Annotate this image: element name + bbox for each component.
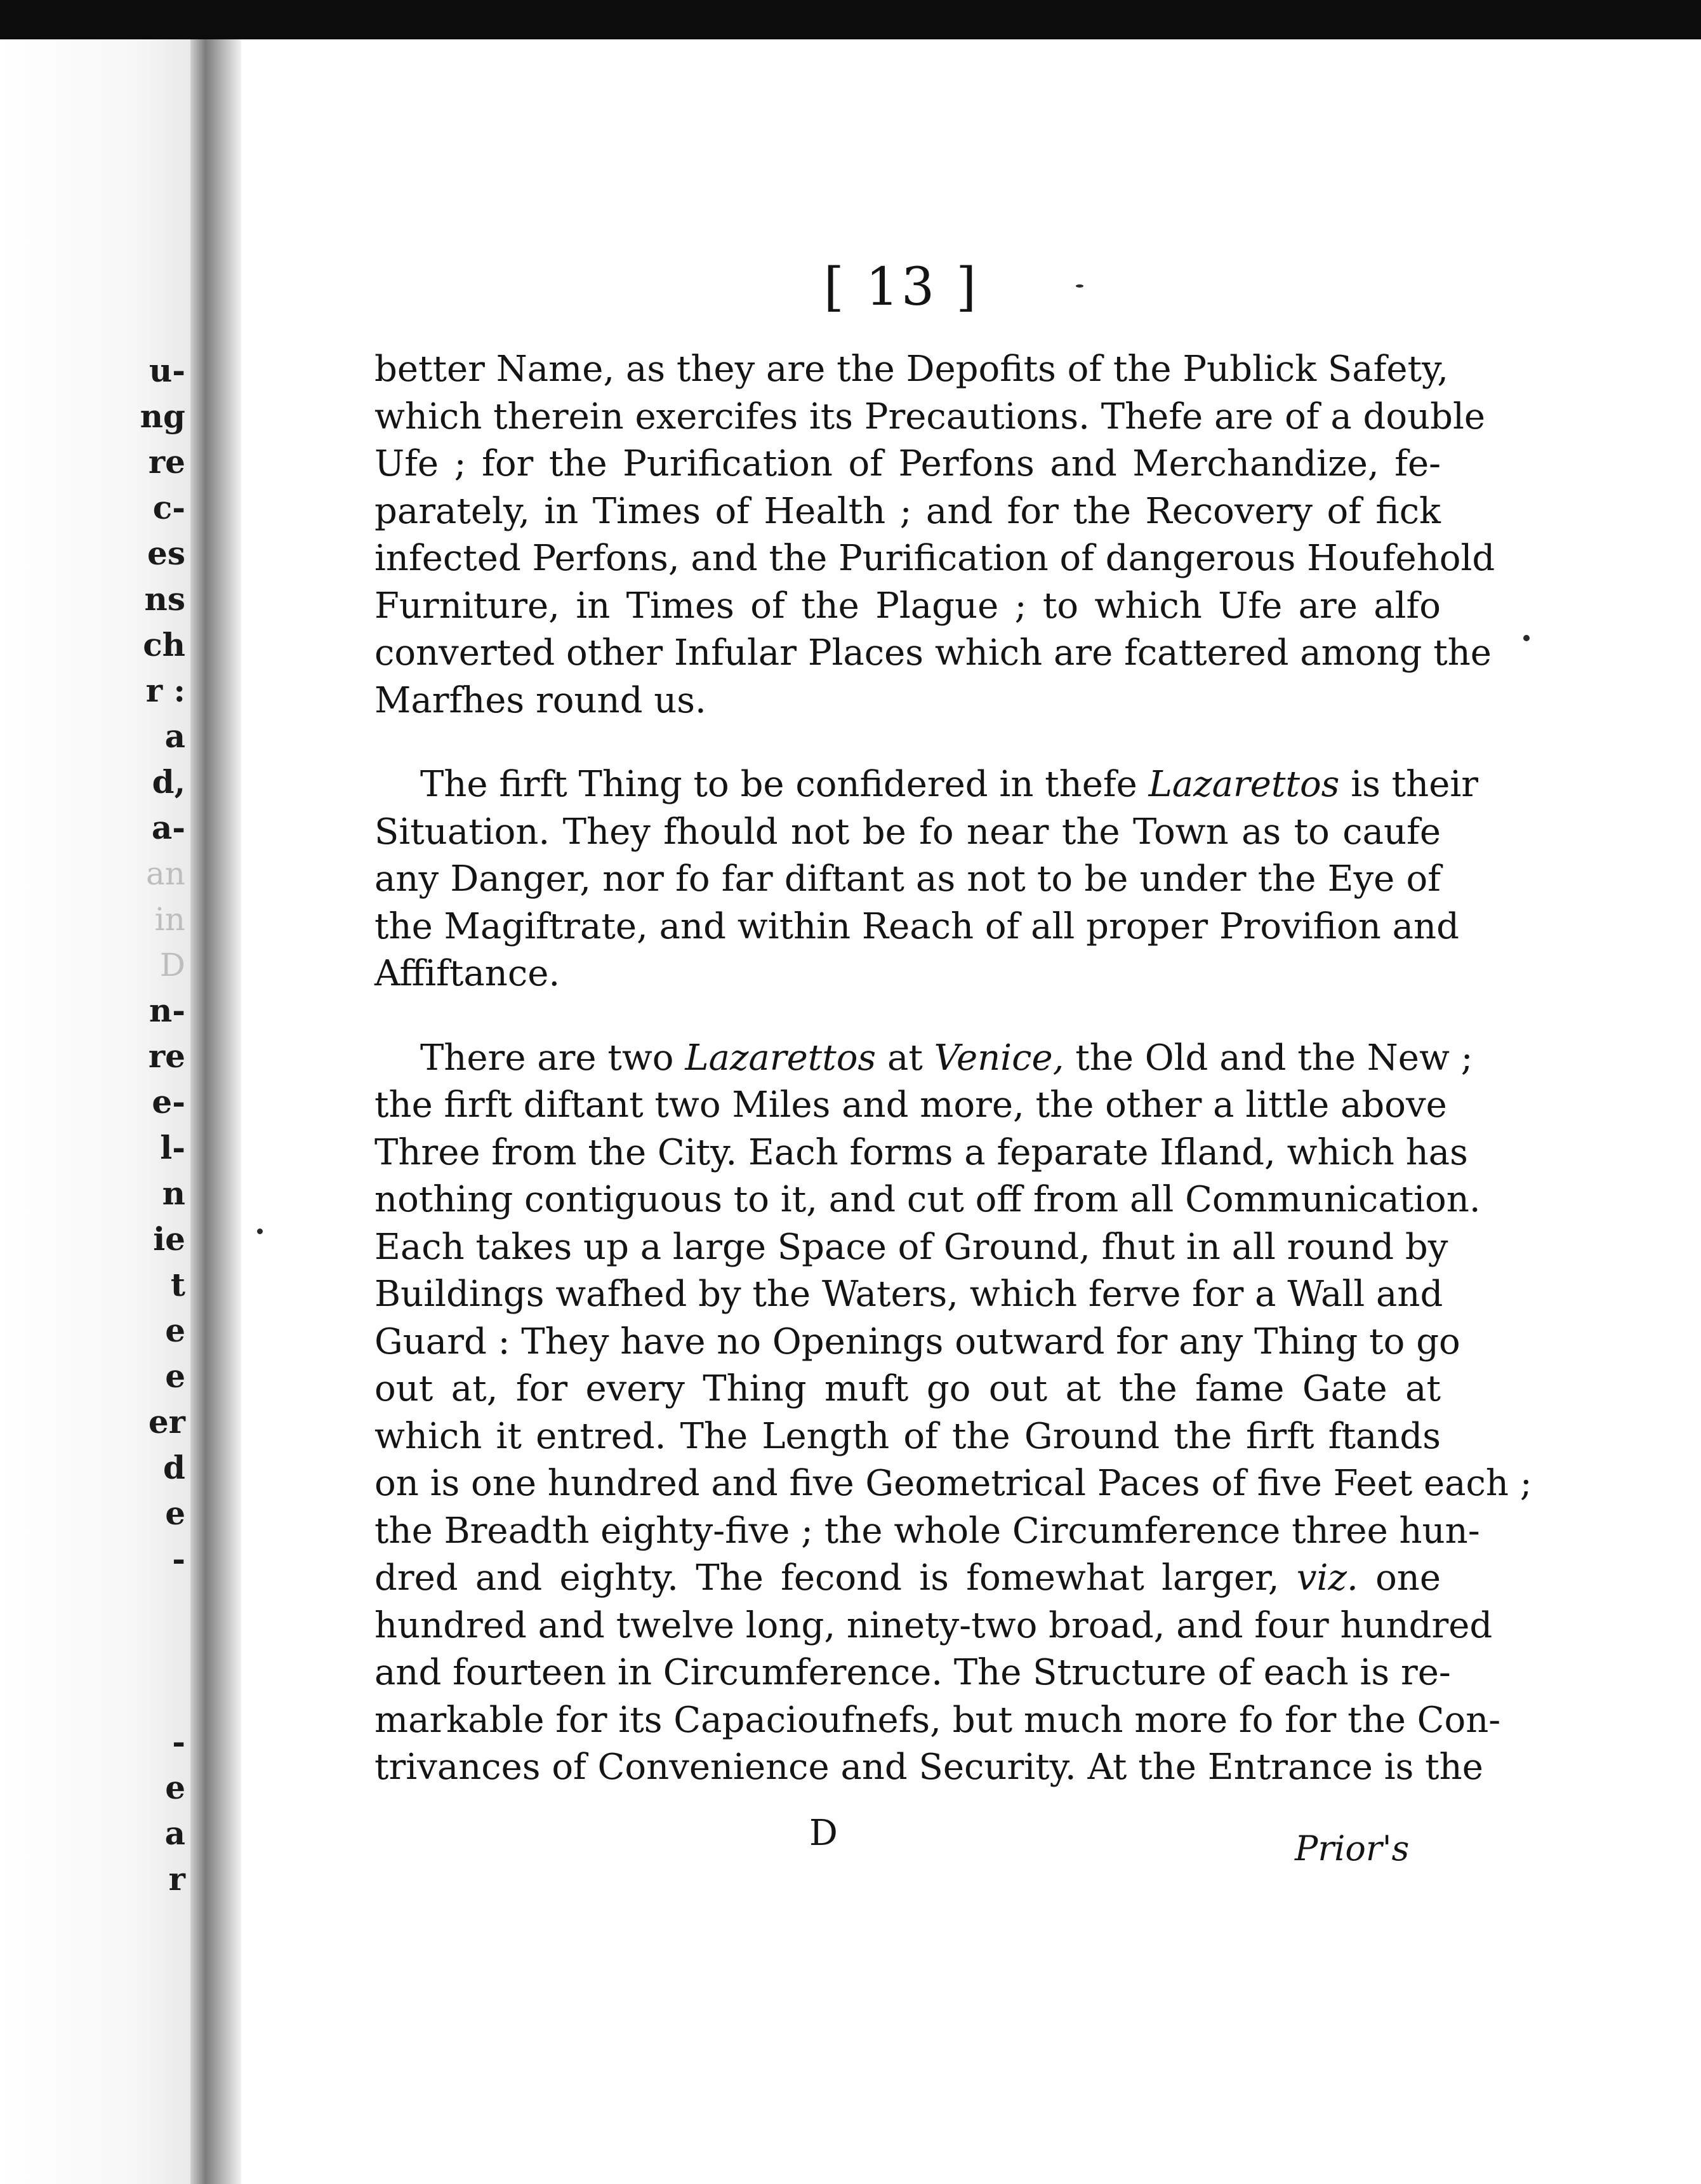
paragraph bbox=[374, 1035, 1532, 1792]
text-line: Three from the City. Each forms a feparate Ifland, which has bbox=[374, 1131, 1468, 1173]
text-line: Marfhes round us. bbox=[374, 679, 706, 721]
facing-page-fragment: e- bbox=[152, 1083, 185, 1121]
facing-page-fragment: e bbox=[165, 1769, 185, 1806]
text-line: better Name, as they are the Depofits of the Publick Safety, bbox=[374, 349, 1449, 390]
facing-page-fragment: e bbox=[165, 1357, 185, 1395]
text-line: parately, in Times of Health ; and for the Recovery of fick bbox=[374, 490, 1441, 532]
text-line: Buildings wafhed by the Waters, which ferve for a Wall and bbox=[374, 1274, 1443, 1315]
facing-page-fragment: c- bbox=[152, 489, 185, 526]
facing-page-fragment: re bbox=[148, 1037, 185, 1075]
body-text bbox=[374, 346, 1532, 1828]
facing-page-fragment: D bbox=[159, 947, 185, 983]
text-line: the Breadth eighty-five ; the whole Circumference three hun- bbox=[374, 1510, 1480, 1552]
text-line: on is one hundred and five Geometrical Paces of five Feet each ; bbox=[374, 1463, 1532, 1504]
facing-page-fragment: ch bbox=[143, 626, 185, 663]
text-line: markable for its Capacioufnefs, but much more fo for the Con- bbox=[374, 1699, 1501, 1741]
text-line: converted other Infular Places which are fcattered among the bbox=[374, 632, 1492, 674]
facing-page-fragment: a bbox=[164, 1814, 185, 1852]
facing-page-fragment: a- bbox=[151, 809, 185, 846]
scan-speck bbox=[1076, 284, 1083, 288]
facing-page-fragment: n- bbox=[149, 992, 185, 1029]
facing-page-fragment: in bbox=[154, 901, 185, 938]
text-line: Situation. They fhould not be fo near the Town as to caufe bbox=[374, 811, 1441, 853]
facing-page-fragment bbox=[0, 1674, 190, 1719]
text-line: Guard : They have no Openings outward for any Thing to go bbox=[374, 1321, 1460, 1362]
text-line: Furniture, in Times of the Plague ; to which Ufe are alfo bbox=[374, 585, 1441, 627]
text-line: dred and eighty. The fecond is fomewhat larger, viz. one bbox=[374, 1557, 1441, 1599]
text-line: Ufe ; for the Purification of Perfons and Merchandize, fe- bbox=[374, 443, 1441, 484]
text-line: hundred and twelve long, ninety-two broad, and four hundred bbox=[374, 1604, 1493, 1646]
facing-page-fragment: t bbox=[170, 1266, 185, 1303]
text-line: The firft Thing to be confidered in thefe Lazarettos is their bbox=[420, 764, 1479, 805]
scan-top-border bbox=[0, 0, 1701, 39]
text-line: and fourteen in Circumference. The Structure of each is re- bbox=[374, 1652, 1451, 1693]
facing-page-fragment: d, bbox=[152, 763, 185, 801]
text-line: the Magiftrate, and within Reach of all proper Provifion and bbox=[374, 905, 1459, 947]
text-line: which therein exercifes its Precautions. Thefe are of a double bbox=[374, 396, 1486, 437]
facing-page-fragment: - bbox=[172, 1723, 185, 1761]
book-gutter bbox=[190, 39, 241, 2184]
text-line: Affiftance. bbox=[374, 953, 560, 994]
facing-page-fragment: er bbox=[148, 1403, 185, 1441]
facing-page-fragment: r : bbox=[145, 672, 185, 709]
signature-mark: D bbox=[809, 1813, 838, 1854]
facing-page-fragment bbox=[0, 1582, 190, 1628]
facing-page-fragment: d bbox=[163, 1449, 185, 1486]
facing-page-fragment: ie bbox=[153, 1220, 185, 1258]
text-line: the firft diftant two Miles and more, the other a little above bbox=[374, 1084, 1447, 1126]
paragraph bbox=[374, 346, 1495, 724]
facing-page-fragment: r bbox=[168, 1860, 185, 1898]
scan-speck bbox=[1523, 635, 1530, 641]
facing-page-fragment: n bbox=[162, 1175, 185, 1212]
text-line: infected Perfons, and the Purification of dangerous Houfehold bbox=[374, 538, 1495, 579]
catchword: Prior's bbox=[1295, 1828, 1410, 1868]
facing-page-fragment: e bbox=[165, 1312, 185, 1349]
text-line: Each takes up a large Space of Ground, fhut in all round by bbox=[374, 1226, 1448, 1268]
text-line: any Danger, nor fo far diftant as not to be under the Eye of bbox=[374, 858, 1441, 900]
page-number: [ 13 ] bbox=[823, 257, 979, 317]
facing-page-fragment: re bbox=[148, 443, 185, 481]
facing-page-text-fragments bbox=[0, 348, 190, 1902]
text-line: trivances of Convenience and Security. At the Entrance is the bbox=[374, 1747, 1483, 1788]
facing-page-fragment: an bbox=[145, 855, 185, 892]
text-line: nothing contiguous to it, and cut off from all Communication. bbox=[374, 1179, 1481, 1220]
facing-page-fragment: u- bbox=[149, 352, 185, 389]
text-line: There are two Lazarettos at Venice, the Old and the New ; bbox=[420, 1037, 1473, 1079]
text-line: out at, for every Thing muft go out at the fame Gate at bbox=[374, 1368, 1441, 1409]
facing-page-fragment: ns bbox=[144, 580, 185, 618]
facing-page-fragment bbox=[0, 1628, 190, 1674]
paragraph bbox=[374, 761, 1479, 998]
facing-page-fragment: - bbox=[172, 1540, 185, 1578]
scan-speck bbox=[257, 1228, 263, 1234]
facing-page-fragment: a bbox=[164, 717, 185, 755]
facing-page-fragment: l- bbox=[160, 1129, 185, 1166]
text-line: which it entred. The Length of the Ground the firft ftands bbox=[374, 1415, 1441, 1457]
facing-page-fragment: es bbox=[147, 535, 185, 572]
facing-page-fragment: ng bbox=[140, 397, 185, 435]
facing-page-fragment: e bbox=[165, 1495, 185, 1532]
